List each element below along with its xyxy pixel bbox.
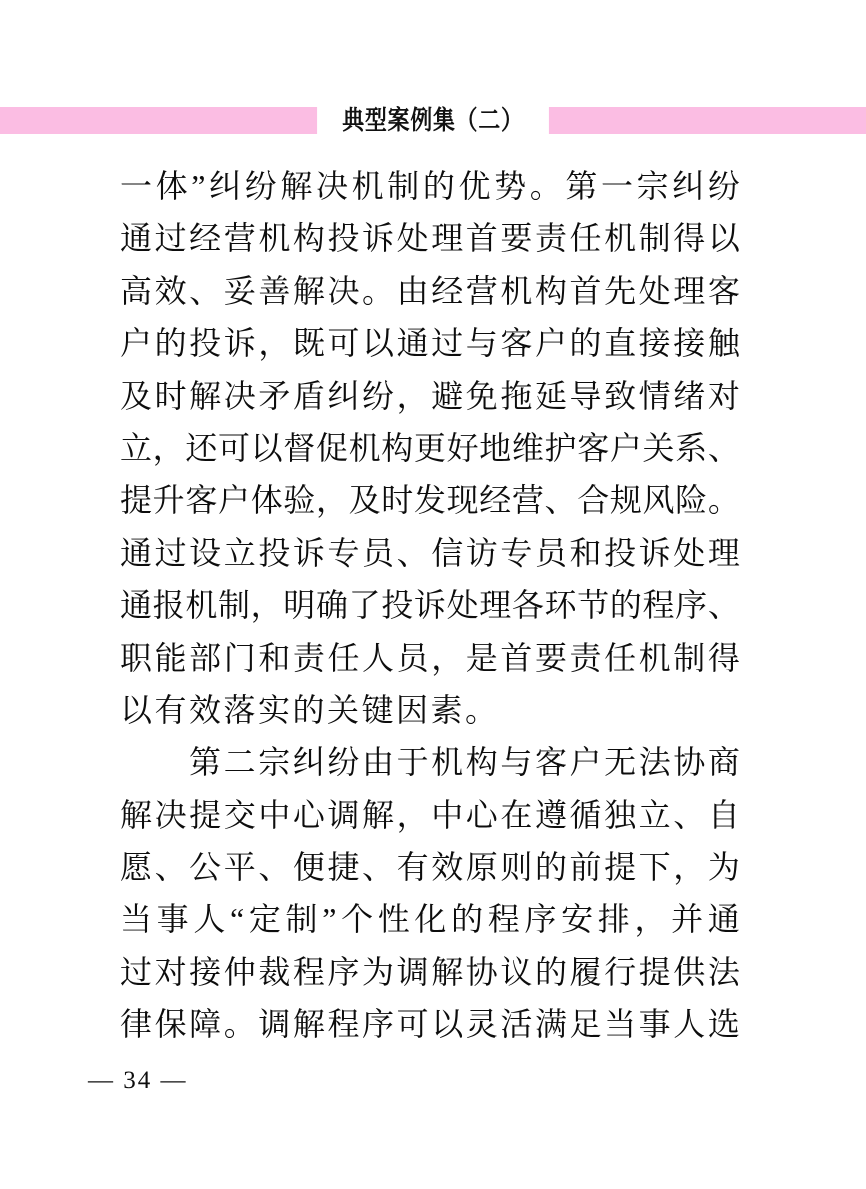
text-line: 一 体 ” 纠 纷 解 决 机 制 的 优 势 。 第 一 宗 纠 纷	[120, 168, 740, 204]
text-line: 愿 、 公 平 、 便 捷 、 有 效 原 则 的 前 提 下 ， 为	[120, 849, 740, 886]
body-text	[120, 160, 740, 1051]
text-line: 及 时 解 决 矛 盾 纠 纷 ， 避 免 拖 延 导 致 情 绪 对	[120, 377, 740, 414]
text-line: 通 报 机 制 ， 明 确 了 投 诉 处 理 各 环 节 的 程 序 、	[120, 587, 740, 624]
text-line: 高 效 、 妥 善 解 决 。 由 经 营 机 构 首 先 处 理 客	[120, 272, 740, 309]
text-line: 户 的 投 诉 ， 既 可 以 通 过 与 客 户 的 直 接 接 触	[120, 325, 740, 362]
header-band	[0, 107, 866, 134]
text-line: 立 ， 还 可 以 督 促 机 构 更 好 地 维 护 客 户 关 系 、	[120, 429, 740, 466]
page-number: — 34 —	[88, 1067, 188, 1094]
text-line: 通 过 经 营 机 构 投 诉 处 理 首 要 责 任 机 制 得 以	[120, 220, 740, 257]
text-line: 以有效落实的关键因素。	[120, 691, 500, 728]
text-line: 第 二 宗 纠 纷 由 于 机 构 与 客 户 无 法 协 商	[189, 744, 740, 781]
text-line: 通 过 设 立 投 诉 专 员 、 信 访 专 员 和 投 诉 处 理	[120, 534, 740, 571]
text-line: 提 升 客 户 体 验 ， 及 时 发 现 经 营 、 合 规 风 险 。	[120, 482, 740, 519]
text-line: 过 对 接 仲 裁 程 序 为 调 解 协 议 的 履 行 提 供 法	[120, 953, 740, 990]
text-line: 解 决 提 交 中 心 调 解 ， 中 心 在 遵 循 独 立 、 自	[120, 796, 740, 833]
running-head-title: 典型案例集（二）	[317, 104, 549, 138]
text-line: 职 能 部 门 和 责 任 人 员 ， 是 首 要 责 任 机 制 得	[120, 639, 740, 676]
text-line: 当 事 人 “ 定 制 ” 个 性 化 的 程 序 安 排 ， 并 通	[120, 901, 740, 938]
text-line: 律 保 障 。 调 解 程 序 可 以 灵 活 满 足 当 事 人 选	[120, 1006, 740, 1043]
